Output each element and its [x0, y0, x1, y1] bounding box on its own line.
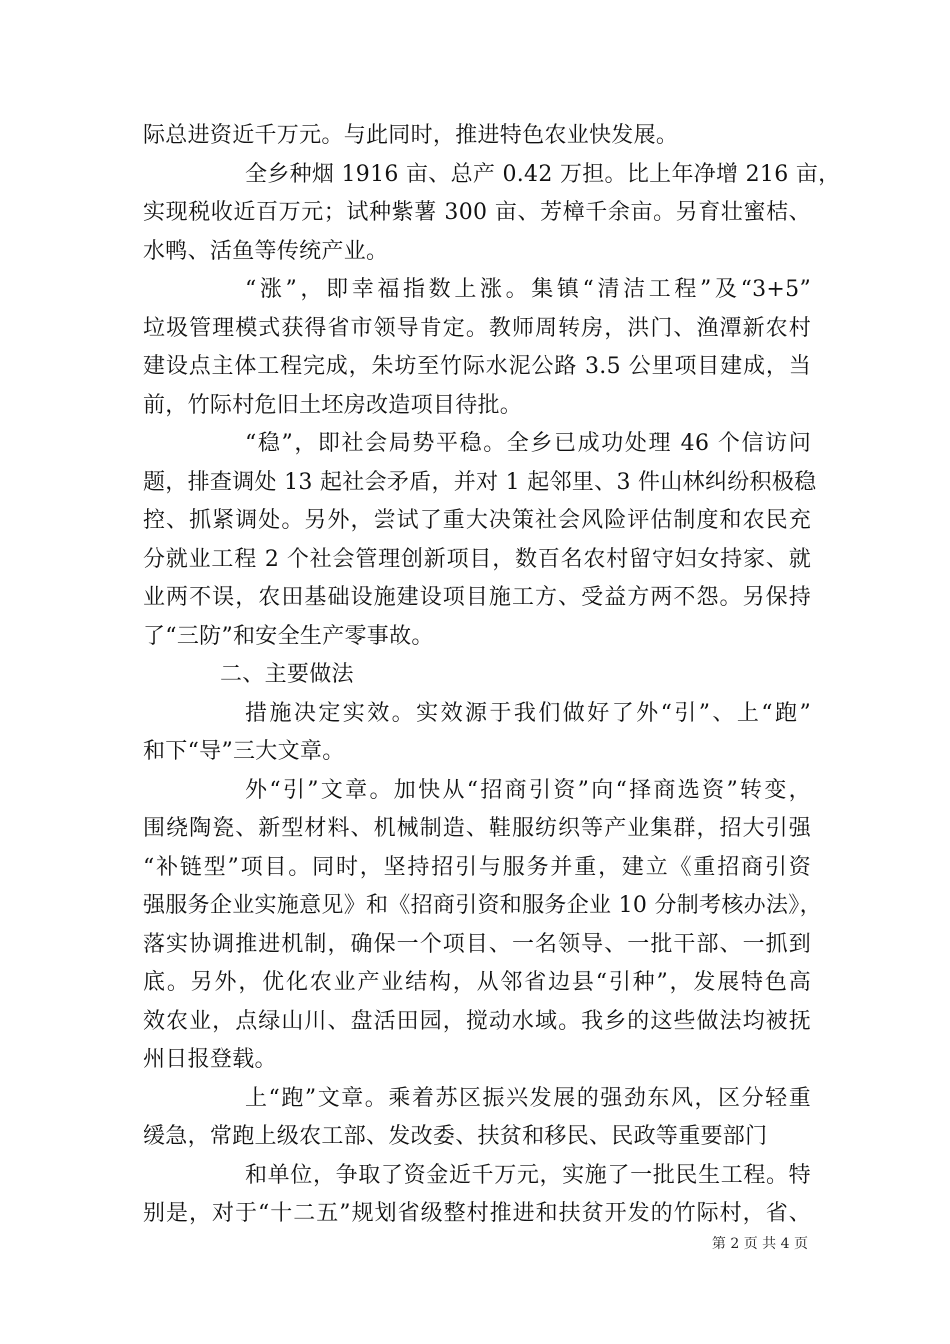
text-line: 缓急，常跑上级农工部、发改委、扶贫和移民、民政等重要部门 — [143, 1124, 768, 1149]
text-line: 垃圾管理模式获得省市领导肯定。教师周转房，洪门、渔潭新农村 — [143, 315, 811, 341]
text-line: 围绕陶瓷、新型材料、机械制造、鞋服纺织等产业集群，招大引强 — [143, 816, 811, 841]
paragraph-first-line: 和单位，争取了资金近千万元，实施了一批民生工程。特 — [245, 1162, 811, 1188]
paragraph-first-line: 全乡种烟 1916 亩、总产 0.42 万担。比上年净增 216 亩， — [245, 161, 841, 187]
text-line: 分就业工程 2 个社会管理创新项目，数百名农村留守妇女持家、就 — [143, 546, 811, 572]
page-number-footer: 第 2 页 共 4 页 — [711, 1236, 808, 1252]
paragraph-first-line: “涨”，即幸福指数上涨。集镇“清洁工程”及“3+5” — [245, 277, 811, 302]
text-line: 实现税收近百万元；试种紫薯 300 亩、芳樟千余亩。另育壮蜜桔、 — [143, 200, 811, 225]
text-line: 效农业，点绿山川、盘活田园，搅动水域。我乡的这些做法均被抚 — [143, 1008, 811, 1034]
text-line: 和下“导”三大文章。 — [143, 739, 345, 764]
paragraph-first-line: 外“引”文章。加快从“招商引资”向“择商选资”转变， — [245, 777, 811, 803]
text-line: 前，竹际村危旧土坯房改造项目待批。 — [143, 392, 523, 418]
text-line: 别是，对于“十二五”规划省级整村推进和扶贫开发的竹际村，省、 — [143, 1201, 811, 1226]
text-line: 州日报登载。 — [143, 1047, 277, 1072]
paragraph-first-line: 上“跑”文章。乘着苏区振兴发展的强劲东风，区分轻重 — [245, 1085, 811, 1111]
text-line: 际总进资近千万元。与此同时，推进特色农业快发展。 — [143, 123, 679, 148]
text-line: “补链型”项目。同时，坚持招引与服务并重，建立《重招商引资 — [143, 854, 811, 880]
text-line: 建设点主体工程完成，朱坊至竹际水泥公路 3.5 公里项目建成，当 — [143, 354, 811, 379]
text-line: 底。另外，优化农业产业结构，从邻省边县“引种”，发展特色高 — [143, 970, 811, 995]
paragraph-first-line: “稳”，即社会局势平稳。全乡已成功处理 46 个信访问 — [245, 431, 811, 456]
text-line: 水鸭、活鱼等传统产业。 — [143, 238, 389, 264]
text-line: 题，排查调处 13 起社会矛盾，并对 1 起邻里、3 件山林纠纷积极稳 — [143, 469, 817, 495]
section-heading: 二、主要做法 — [220, 662, 354, 687]
text-line: 落实协调推进机制，确保一个项目、一名领导、一批干部、一抓到 — [143, 931, 811, 957]
document-body — [143, 117, 841, 1234]
text-line: 业两不误，农田基础设施建设项目施工方、受益方两不怨。另保持 — [143, 585, 811, 610]
paragraph-first-line: 措施决定实效。实效源于我们做好了外“引”、上“跑” — [245, 700, 811, 726]
text-line: 了“三防”和安全生产零事故。 — [143, 623, 434, 649]
text-line: 控、抓紧调处。另外，尝试了重大决策社会风险评估制度和农民充 — [143, 508, 811, 533]
text-line: 强服务企业实施意见》和《招商引资和服务企业 10 分制考核办法》， — [143, 893, 822, 918]
